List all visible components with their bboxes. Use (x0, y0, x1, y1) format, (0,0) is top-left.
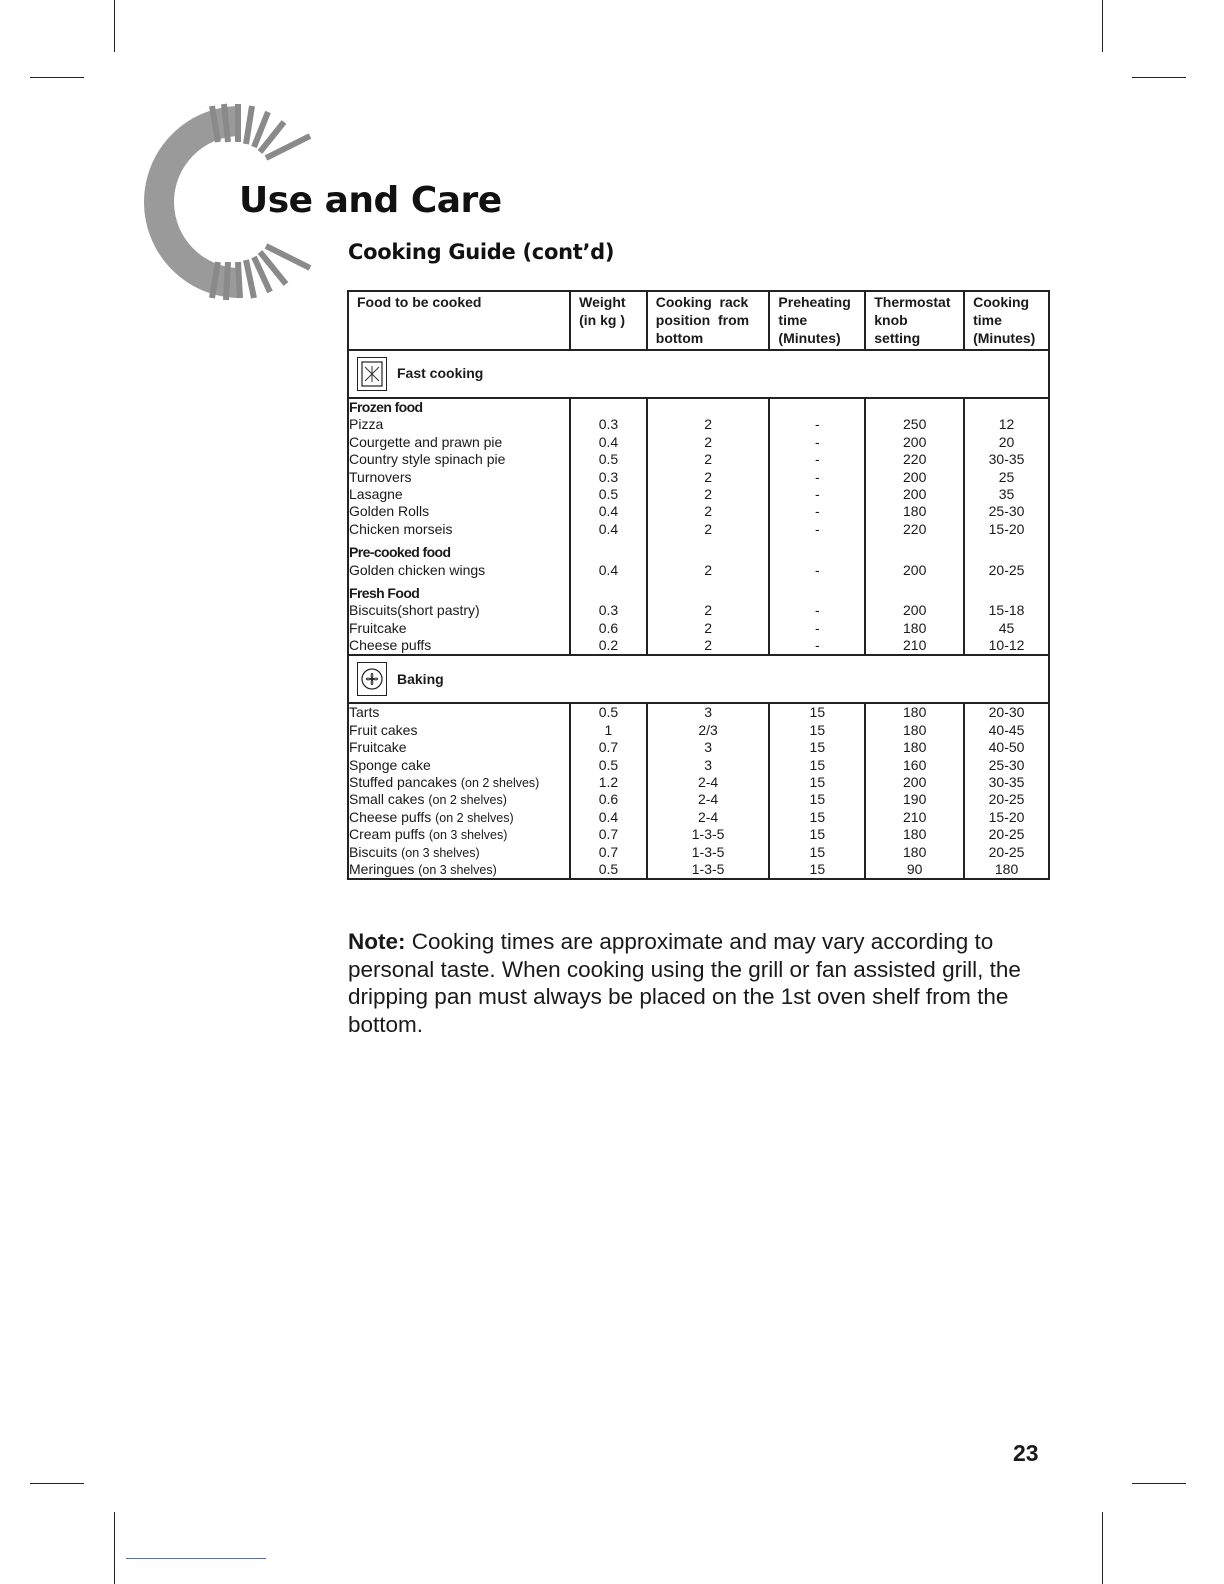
crop-mark (1132, 1483, 1186, 1484)
food-name-cell (349, 503, 569, 520)
rack-cell: 2 (704, 602, 712, 619)
weight-cell: 0.4 (598, 808, 619, 825)
column-header-line: Cooking rack (655, 294, 749, 310)
food-name: Tarts (349, 704, 380, 721)
rack-cell: 2 (704, 485, 712, 502)
column-header (865, 291, 964, 350)
thermo-cell: 220 (903, 451, 927, 468)
thermo-cell: 180 (903, 619, 927, 636)
column-header (348, 291, 570, 350)
crop-mark (114, 1512, 115, 1584)
food-name-cell (349, 602, 569, 619)
footer-link-line (126, 1558, 266, 1559)
food-name-cell (349, 757, 569, 774)
food-name: Biscuits (349, 843, 398, 860)
food-name: Courgette and prawn pie (349, 433, 503, 450)
time-cell: 20-30 (988, 704, 1025, 721)
rack-cell: 2 (704, 468, 712, 485)
column-header-line: position from (655, 312, 750, 328)
column-header-line: time (778, 312, 808, 328)
food-name-cell (349, 774, 569, 791)
column-header-line: (in kg ) (579, 312, 626, 328)
rack-cell: 2 (704, 520, 712, 537)
cooking-guide-table (347, 290, 1050, 880)
food-name-cell (349, 562, 569, 579)
preheat-cell: 15 (809, 843, 826, 860)
column-header-line: (Minutes) (973, 330, 1036, 346)
food-name-cell (349, 486, 569, 503)
time-cell: 12 (998, 416, 1015, 433)
food-name: Country style spinach pie (349, 451, 506, 468)
crop-mark (30, 1483, 84, 1484)
preheat-cell: 15 (809, 704, 826, 721)
food-name: Fruitcake (349, 739, 407, 756)
time-cell: 20-25 (988, 843, 1025, 860)
weight-cell: 0.7 (598, 739, 619, 756)
rack-cell: 2 (704, 637, 712, 654)
table-section-row (348, 655, 1049, 703)
time-cell: 20 (998, 433, 1015, 450)
column-header-line: knob (874, 312, 908, 328)
food-group-title: Frozen food (349, 399, 423, 415)
weight-cell: 0.4 (598, 433, 619, 450)
baking-fan-icon (357, 662, 387, 696)
food-name: Small cakes (349, 791, 425, 808)
note-text: Cooking times are approximate and may vary according to personal taste. When cooking using the grill or fan assisted grill, the dripping pan must always be placed on the 1st oven shelf from the bottom. (348, 929, 1021, 1037)
section-title: Use and Care (239, 180, 502, 221)
weight-cell: 0.7 (598, 843, 619, 860)
food-group-title: Fresh Food (349, 584, 420, 601)
weight-cell: 0.6 (598, 791, 619, 808)
time-cell: 180 (994, 860, 1019, 877)
crop-mark (1102, 1512, 1103, 1584)
weight-cell: 0.7 (598, 826, 619, 843)
time-cell: 35 (998, 485, 1015, 502)
column-header-line: setting (874, 330, 921, 346)
column-header-line: bottom (655, 330, 704, 346)
food-name: Lasagne (349, 485, 403, 502)
thermo-cell: 220 (903, 520, 927, 537)
food-qualifier: (on 3 shelves) (428, 828, 508, 843)
rack-cell: 1-3-5 (691, 826, 725, 843)
weight-cell: 0.3 (598, 468, 619, 485)
table-header-row (348, 291, 1049, 350)
crop-mark (30, 77, 84, 78)
weight-cell: 0.4 (598, 503, 619, 520)
preheat-cell: - (815, 503, 820, 520)
weight-cell: 0.4 (598, 561, 619, 578)
thermo-cell: 90 (906, 860, 923, 877)
thermo-cell: 190 (903, 791, 927, 808)
thermo-cell: 210 (903, 637, 927, 654)
thermo-cell: 200 (903, 774, 927, 791)
thermo-cell: 160 (903, 756, 927, 773)
rack-cell: 2 (704, 451, 712, 468)
food-name: Biscuits(short pastry) (349, 602, 480, 619)
thermo-cell: 200 (903, 485, 927, 502)
weight-cell: 0.2 (598, 637, 619, 654)
preheat-cell: 15 (809, 826, 826, 843)
time-cell: 15-20 (988, 808, 1025, 825)
food-name-cell (349, 809, 569, 826)
column-header-line: Food to be cooked (357, 294, 482, 310)
food-name: Stuffed pancakes (349, 774, 457, 791)
preheat-cell: - (815, 451, 820, 468)
rack-cell: 2 (704, 416, 712, 433)
time-cell: 15-20 (988, 520, 1025, 537)
food-name: Sponge cake (349, 756, 431, 773)
column-header (964, 291, 1049, 350)
time-cell: 10-12 (988, 637, 1025, 654)
section-label: Baking (397, 670, 444, 687)
food-qualifier: (on 3 shelves) (418, 862, 497, 877)
food-name-cell (349, 416, 569, 433)
preheat-cell: - (815, 485, 820, 502)
thermo-cell: 180 (903, 843, 927, 860)
column-header-line: Cooking (973, 294, 1030, 310)
time-cell: 20-25 (988, 561, 1025, 578)
rack-cell: 2-4 (697, 774, 719, 791)
crop-mark (1132, 77, 1186, 78)
preheat-cell: 15 (809, 808, 826, 825)
food-name: Cream puffs (349, 826, 425, 843)
food-group-title: Pre-cooked food (349, 544, 451, 561)
food-qualifier: (on 2 shelves) (460, 776, 540, 791)
weight-cell: 0.5 (598, 756, 619, 773)
food-name-cell (349, 451, 569, 468)
food-name-cell (349, 791, 569, 808)
thermo-cell: 180 (903, 704, 927, 721)
food-name-cell (349, 861, 569, 878)
food-name: Golden Rolls (349, 503, 430, 520)
thermo-cell: 200 (903, 468, 927, 485)
column-header-line: Thermostat (874, 294, 951, 310)
time-cell: 45 (998, 619, 1015, 636)
food-qualifier: (on 2 shelves) (435, 810, 514, 825)
column-header-line: (Minutes) (778, 330, 841, 346)
food-name-cell (349, 469, 569, 486)
note-label: Note: (348, 929, 406, 954)
weight-cell: 0.3 (598, 602, 619, 619)
time-cell: 30-35 (988, 451, 1025, 468)
thermo-cell: 180 (903, 739, 927, 756)
note-paragraph (348, 928, 1038, 1038)
preheat-cell: - (815, 561, 820, 578)
preheat-cell: - (815, 468, 820, 485)
food-name-cell (349, 704, 569, 721)
table-body-block (348, 398, 1049, 655)
thermo-cell: 180 (903, 721, 927, 738)
preheat-cell: - (815, 433, 820, 450)
rack-cell: 1-3-5 (691, 860, 725, 877)
food-name: Golden chicken wings (349, 561, 486, 578)
food-name: Meringues (349, 860, 415, 877)
food-name-cell (349, 637, 569, 654)
rack-cell: 2 (704, 503, 712, 520)
thermo-cell: 200 (903, 433, 927, 450)
food-name: Turnovers (349, 468, 412, 485)
column-header (647, 291, 770, 350)
column-header (769, 291, 865, 350)
rack-cell: 2-4 (697, 808, 719, 825)
column-header (570, 291, 647, 350)
weight-cell: 0.5 (598, 704, 619, 721)
thermo-cell: 180 (903, 826, 927, 843)
page-number: 23 (1013, 1440, 1039, 1466)
rack-cell: 2 (704, 561, 712, 578)
thermo-cell: 200 (903, 602, 927, 619)
preheat-cell: - (815, 602, 820, 619)
preheat-cell: 15 (809, 721, 826, 738)
crop-mark (114, 0, 115, 52)
food-name: Fruit cakes (349, 721, 418, 738)
food-name-cell (349, 521, 569, 538)
food-name-cell (349, 826, 569, 843)
rack-cell: 3 (704, 756, 712, 773)
food-name-cell (349, 844, 569, 861)
preheat-cell: - (815, 416, 820, 433)
section-label: Fast cooking (397, 365, 484, 382)
time-cell: 20-25 (988, 826, 1025, 843)
preheat-cell: 15 (809, 774, 826, 791)
weight-cell: 0.5 (598, 485, 619, 502)
food-name-cell (349, 722, 569, 739)
preheat-cell: 15 (809, 791, 826, 808)
weight-cell: 1.2 (598, 774, 619, 791)
food-name: Chicken morseis (349, 520, 453, 537)
crop-mark (1102, 0, 1103, 52)
preheat-cell: - (815, 619, 820, 636)
rack-cell: 2 (704, 433, 712, 450)
time-cell: 15-18 (988, 602, 1025, 619)
weight-cell: 0.4 (598, 520, 619, 537)
time-cell: 25-30 (988, 756, 1025, 773)
time-cell: 25-30 (988, 503, 1025, 520)
weight-cell: 0.5 (598, 451, 619, 468)
thermo-cell: 180 (903, 503, 927, 520)
column-header-line: Preheating (778, 294, 851, 310)
page-subtitle: Cooking Guide (cont’d) (348, 240, 615, 264)
food-name-cell (349, 434, 569, 451)
weight-cell: 0.6 (598, 619, 619, 636)
rack-cell: 1-3-5 (691, 843, 725, 860)
rack-cell: 2/3 (698, 721, 718, 738)
preheat-cell: - (815, 637, 820, 654)
column-header-line: time (973, 312, 1002, 328)
thermo-cell: 210 (903, 808, 927, 825)
thermo-cell: 200 (903, 561, 927, 578)
rack-cell: 3 (704, 739, 712, 756)
weight-cell: 0.3 (598, 416, 619, 433)
preheat-cell: 15 (809, 739, 826, 756)
food-qualifier: (on 3 shelves) (401, 845, 480, 860)
food-name: Cheese puffs (349, 808, 432, 825)
time-cell: 25 (998, 468, 1015, 485)
food-name-cell (349, 620, 569, 637)
time-cell: 40-45 (988, 721, 1025, 738)
time-cell: 20-25 (988, 791, 1025, 808)
table-section-row (348, 350, 1049, 398)
thermo-cell: 250 (903, 416, 927, 433)
time-cell: 30-35 (988, 774, 1025, 791)
weight-cell: 1 (604, 721, 613, 738)
table-body-block (348, 703, 1049, 879)
food-name: Fruitcake (349, 619, 407, 636)
food-qualifier: (on 2 shelves) (428, 793, 507, 808)
time-cell: 40-50 (988, 739, 1025, 756)
column-header-line: Weight (579, 294, 626, 310)
preheat-cell: 15 (809, 756, 826, 773)
food-name: Pizza (349, 416, 384, 433)
preheat-cell: - (815, 520, 820, 537)
rack-cell: 2-4 (697, 791, 719, 808)
preheat-cell: 15 (809, 860, 826, 877)
weight-cell: 0.5 (598, 860, 619, 877)
rack-cell: 2 (704, 619, 712, 636)
food-name: Cheese puffs (349, 637, 432, 654)
fast-cooking-icon (357, 357, 387, 391)
food-name-cell (349, 739, 569, 756)
rack-cell: 3 (704, 704, 712, 721)
